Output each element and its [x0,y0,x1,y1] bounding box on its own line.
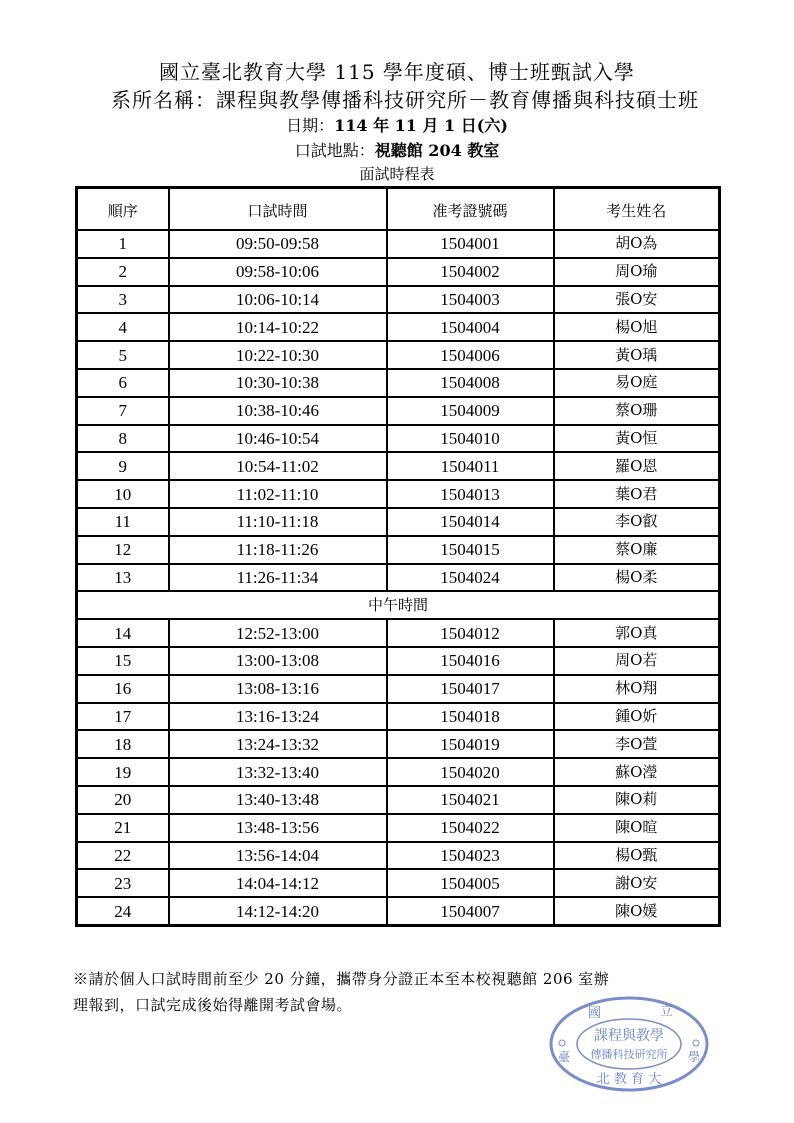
row-ticket-number: 1504016 [387,647,554,675]
interview-schedule-table [75,186,721,927]
row-seq: 4 [77,313,169,341]
table-row [77,564,720,592]
row-ticket-number: 1504011 [387,452,554,480]
morning-rows [77,230,720,591]
row-candidate-name: 葉O君 [554,480,720,508]
row-seq: 1 [77,230,169,258]
table-row [77,480,720,508]
row-candidate-name: 蔡O珊 [554,397,720,425]
row-ticket-number: 1504023 [387,842,554,870]
row-time: 11:02-11:10 [169,480,387,508]
row-ticket-number: 1504017 [387,675,554,703]
row-candidate-name: 李O萱 [554,730,720,758]
row-time: 12:52-13:00 [169,619,387,647]
exam-location [0,141,794,161]
column-header-seq: 順序 [77,188,169,231]
row-candidate-name: 李O叡 [554,508,720,536]
row-seq: 2 [77,258,169,286]
row-time: 11:18-11:26 [169,536,387,564]
stamp-top-right: 立 [660,1004,674,1019]
row-ticket-number: 1504021 [387,786,554,814]
row-ticket-number: 1504019 [387,730,554,758]
row-ticket-number: 1504005 [387,869,554,897]
row-ticket-number: 1504015 [387,536,554,564]
row-seq: 8 [77,425,169,453]
row-time: 10:54-11:02 [169,452,387,480]
row-seq: 24 [77,897,169,925]
row-ticket-number: 1504006 [387,341,554,369]
row-time: 10:38-10:46 [169,397,387,425]
table-row [77,230,720,258]
break-section [77,591,720,619]
row-seq: 10 [77,480,169,508]
row-seq: 11 [77,508,169,536]
lunch-break-row [77,591,720,619]
row-candidate-name: 張O安 [554,286,720,314]
row-time: 13:48-13:56 [169,814,387,842]
row-candidate-name: 胡O為 [554,230,720,258]
row-ticket-number: 1504018 [387,703,554,731]
table-row [77,258,720,286]
schedule-subtitle: 面試時程表 [359,165,435,183]
row-seq: 6 [77,369,169,397]
stamp-inner-line-1: 課程與教學 [594,1028,664,1044]
row-candidate-name: 羅O恩 [554,452,720,480]
row-candidate-name: 陳O莉 [554,786,720,814]
table-row [77,313,720,341]
institute-seal-stamp [548,995,710,1093]
row-candidate-name: 楊O甄 [554,842,720,870]
location-label: 口試地點： [294,141,375,160]
row-seq: 23 [77,869,169,897]
table-row [77,286,720,314]
note-line-1: ※請於個人口試時間前至少 20 分鐘，攜帶身分證正本至本校視聽館 206 室辦 [73,970,610,988]
table-row [77,675,720,703]
document-title: 國立臺北教育大學 115 學年度碩、博士班甄試入學 [159,60,635,84]
row-candidate-name: 陳O暄 [554,814,720,842]
row-time: 13:16-13:24 [169,703,387,731]
row-candidate-name: 郭O真 [554,619,720,647]
table-row [77,647,720,675]
row-ticket-number: 1504013 [387,480,554,508]
table-row [77,508,720,536]
row-candidate-name: 楊O柔 [554,564,720,592]
table-row [77,842,720,870]
row-time: 13:08-13:16 [169,675,387,703]
row-ticket-number: 1504024 [387,564,554,592]
note-line-2: 理報到，口試完成後始得離開考試會場。 [73,996,353,1014]
stamp-inner-line-2: 傳播科技研究所 [590,1048,668,1061]
table-row [77,397,720,425]
row-time: 10:22-10:30 [169,341,387,369]
row-time: 09:58-10:06 [169,258,387,286]
table-row [77,703,720,731]
column-header-name: 考生姓名 [554,188,720,231]
exam-date [0,116,794,136]
row-time: 10:14-10:22 [169,313,387,341]
table-row [77,369,720,397]
row-seq: 14 [77,619,169,647]
row-time: 11:10-11:18 [169,508,387,536]
row-candidate-name: 陳O媛 [554,897,720,925]
row-ticket-number: 1504003 [387,286,554,314]
row-time: 14:04-14:12 [169,869,387,897]
row-seq: 18 [77,730,169,758]
stamp-bottom: 北 教 育 大 [596,1072,662,1087]
table-row [77,869,720,897]
department-name: 系所名稱：課程與教學傳播科技研究所－教育傳播與科技碩士班 [111,88,699,112]
row-seq: 19 [77,758,169,786]
row-seq: 3 [77,286,169,314]
row-time: 13:32-13:40 [169,758,387,786]
row-candidate-name: 周O若 [554,647,720,675]
table-row [77,814,720,842]
date-value: 114 年 11 月 1 日(六) [334,116,508,135]
row-candidate-name: 蔡O廉 [554,536,720,564]
row-time: 13:56-14:04 [169,842,387,870]
row-ticket-number: 1504008 [387,369,554,397]
row-seq: 15 [77,647,169,675]
row-ticket-number: 1504020 [387,758,554,786]
column-header-ticket: 准考證號碼 [387,188,554,231]
location-value: 視聽館 204 教室 [374,141,500,160]
row-candidate-name: 謝O安 [554,869,720,897]
table-header-row [77,188,720,231]
row-time: 14:12-14:20 [169,897,387,925]
row-seq: 17 [77,703,169,731]
row-ticket-number: 1504012 [387,619,554,647]
row-seq: 13 [77,564,169,592]
table-row [77,730,720,758]
row-time: 13:24-13:32 [169,730,387,758]
row-time: 11:26-11:34 [169,564,387,592]
row-ticket-number: 1504007 [387,897,554,925]
table-row [77,536,720,564]
date-label: 日期： [286,116,335,135]
table-row [77,452,720,480]
row-ticket-number: 1504004 [387,313,554,341]
row-time: 10:46-10:54 [169,425,387,453]
row-candidate-name: 林O翔 [554,675,720,703]
row-seq: 7 [77,397,169,425]
row-seq: 5 [77,341,169,369]
row-candidate-name: 周O瑜 [554,258,720,286]
stamp-right: 學 [688,1050,701,1064]
row-seq: 16 [77,675,169,703]
table-row [77,619,720,647]
afternoon-rows [77,619,720,925]
table-row [77,786,720,814]
stamp-top-left: 國 [588,1006,602,1021]
row-ticket-number: 1504022 [387,814,554,842]
row-time: 10:30-10:38 [169,369,387,397]
row-seq: 12 [77,536,169,564]
row-ticket-number: 1504001 [387,230,554,258]
row-ticket-number: 1504010 [387,425,554,453]
row-ticket-number: 1504002 [387,258,554,286]
row-seq: 9 [77,452,169,480]
row-time: 13:00-13:08 [169,647,387,675]
table-row [77,897,720,925]
row-time: 13:40-13:48 [169,786,387,814]
table-row [77,425,720,453]
row-seq: 22 [77,842,169,870]
table-row [77,341,720,369]
row-seq: 21 [77,814,169,842]
row-candidate-name: 蘇O瀅 [554,758,720,786]
row-seq: 20 [77,786,169,814]
row-candidate-name: 楊O旭 [554,313,720,341]
row-candidate-name: 黃O恒 [554,425,720,453]
stamp-left: 臺 [558,1050,571,1064]
row-candidate-name: 黃O瑀 [554,341,720,369]
lunch-break-label: 中午時間 [77,591,720,619]
row-time: 09:50-09:58 [169,230,387,258]
row-ticket-number: 1504009 [387,397,554,425]
table-row [77,758,720,786]
row-time: 10:06-10:14 [169,286,387,314]
row-ticket-number: 1504014 [387,508,554,536]
column-header-time: 口試時間 [169,188,387,231]
row-candidate-name: 鍾O妡 [554,703,720,731]
row-candidate-name: 易O庭 [554,369,720,397]
